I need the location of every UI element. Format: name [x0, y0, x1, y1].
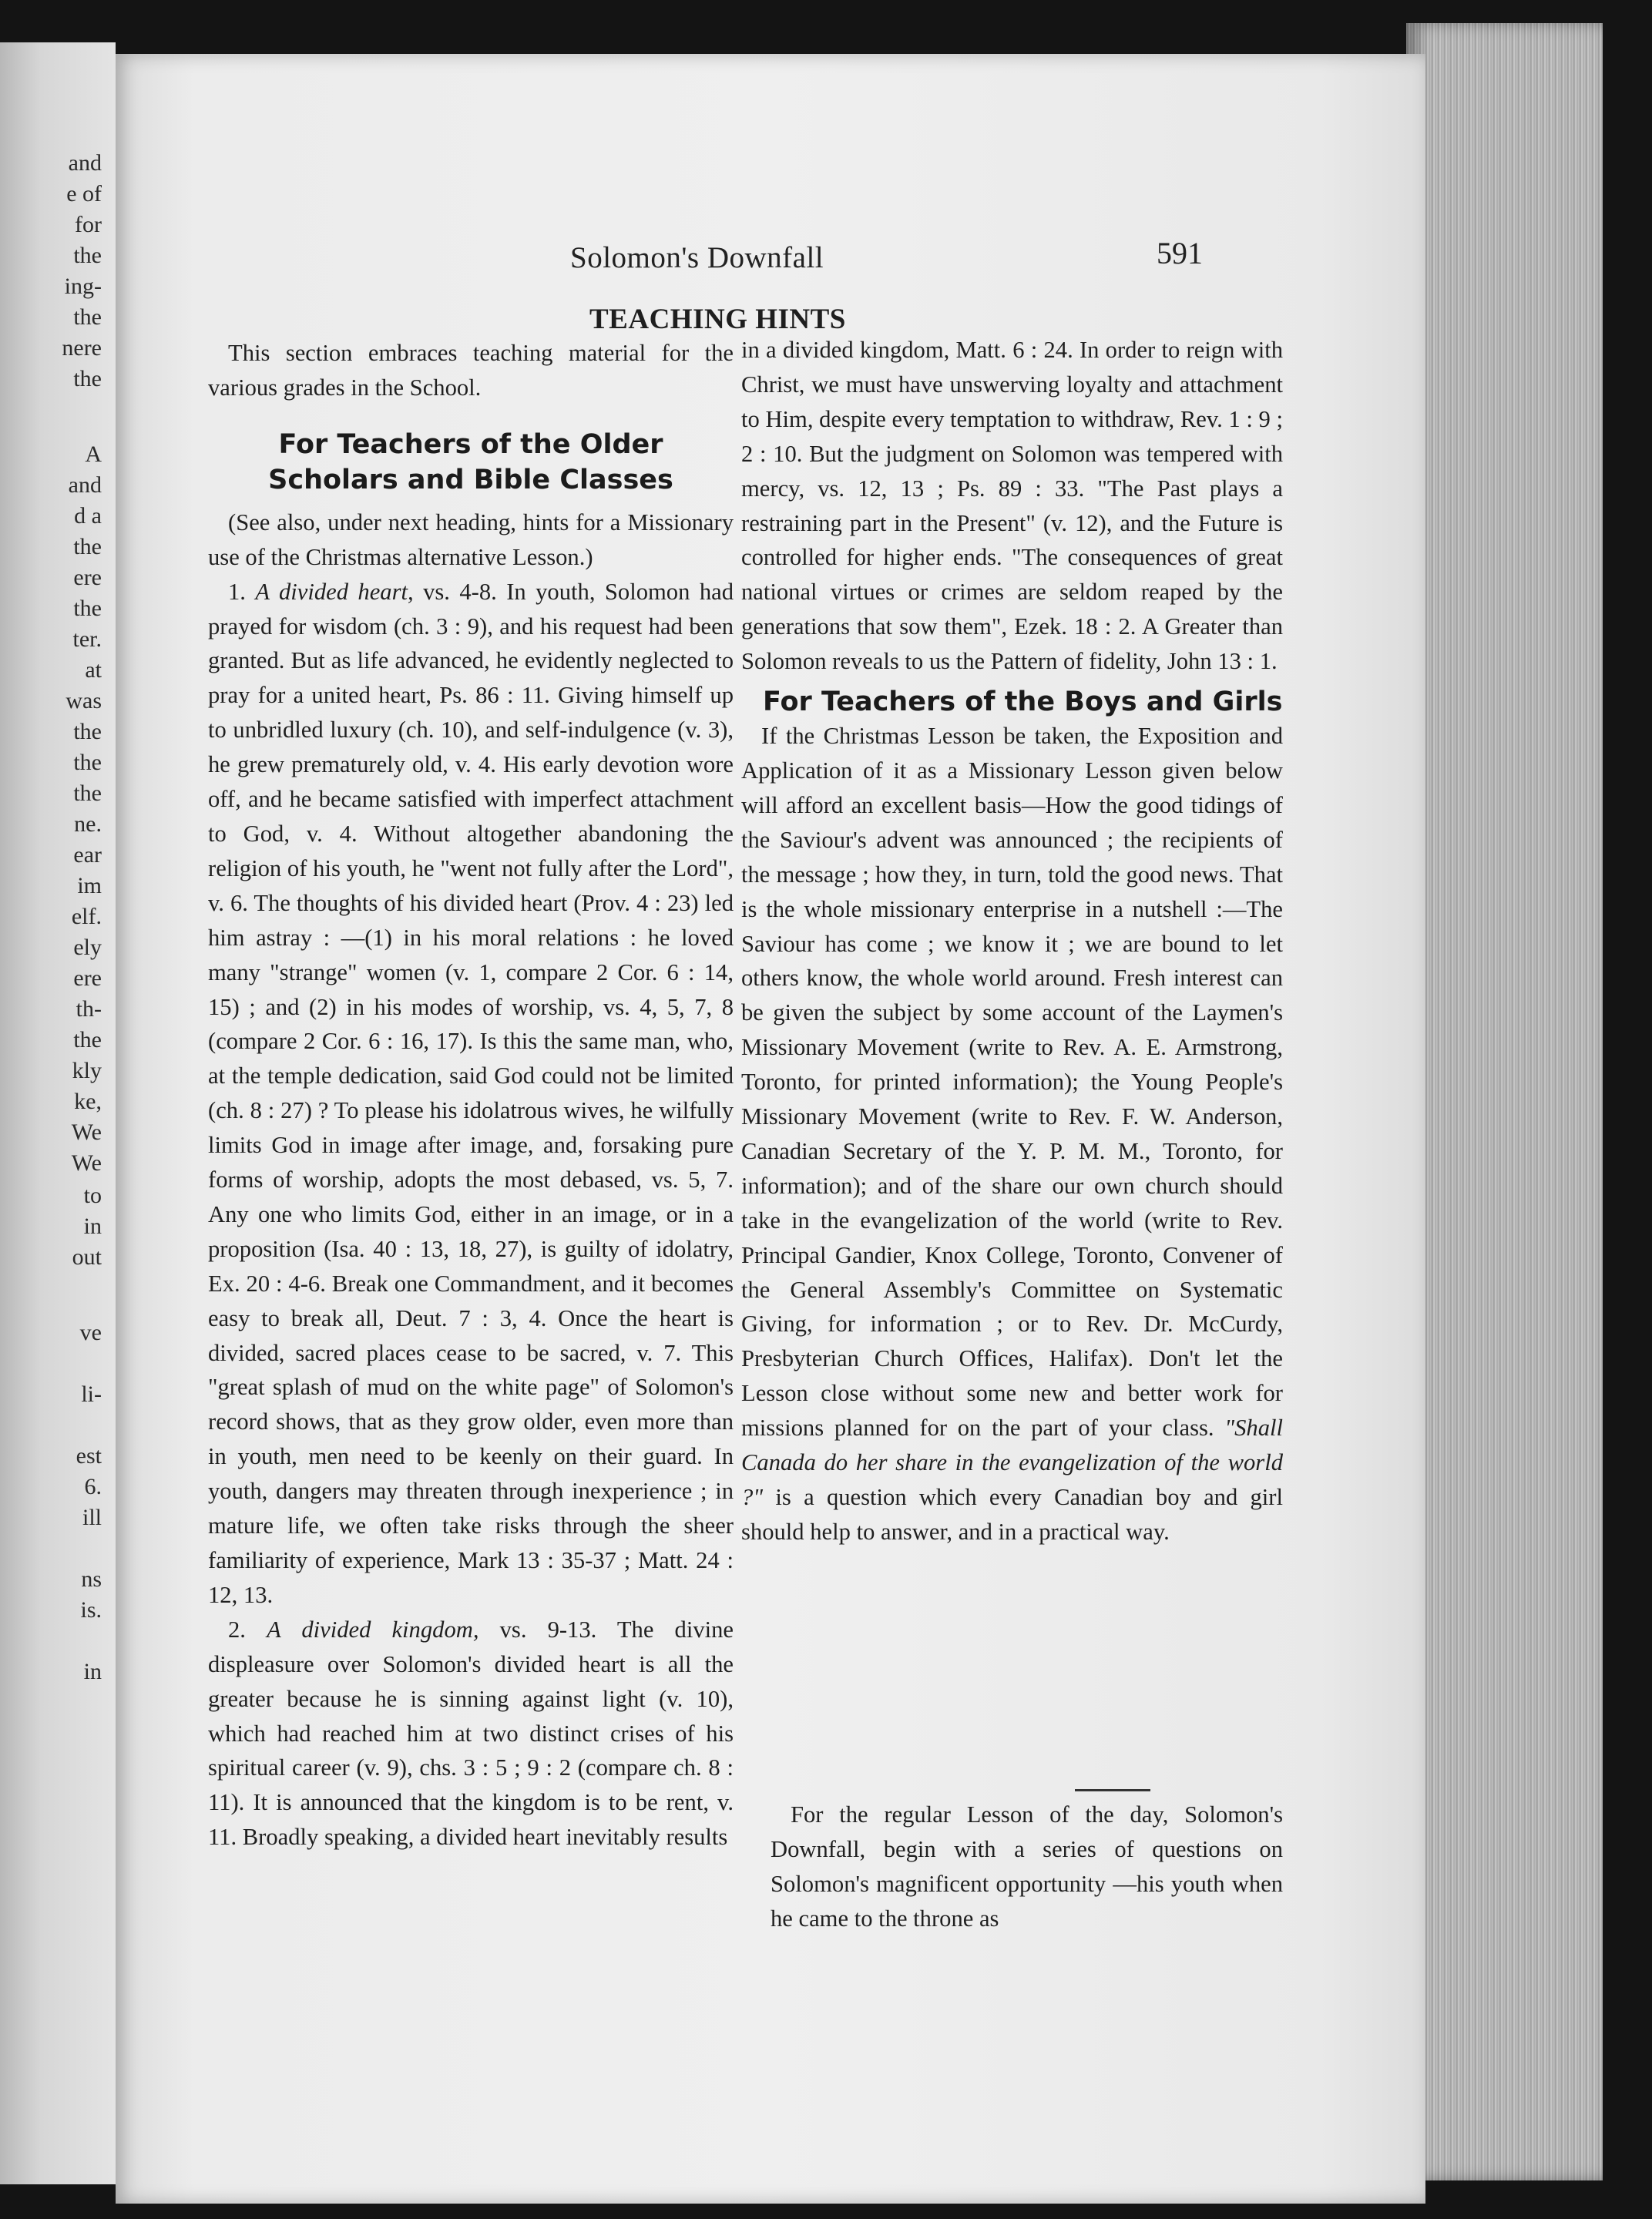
page-number: 591 — [1157, 236, 1203, 270]
facing-page-fragment: ere — [73, 565, 102, 590]
facing-page-fragment: ere — [73, 965, 102, 991]
facing-page-text-fragments — [0, 135, 108, 2200]
heading-older-scholars: For Teachers of the Older Scholars and Bible Classes — [268, 428, 673, 495]
facing-page-fragment: ne. — [74, 811, 102, 837]
facing-page-fragment: ter. — [72, 626, 102, 652]
regular-lesson-paragraph: For the regular Lesson of the day, Solomon's Downfall, begin with a series of questions on Solomon's magnificent opportunity —his youth when he came to the throne as — [771, 1801, 1283, 1932]
point-1-title: A divided heart, — [255, 578, 414, 605]
left-column — [208, 336, 734, 1855]
point-1-paragraph — [208, 575, 734, 1613]
facing-page-fragment: in — [83, 1659, 102, 1684]
point-2-text: vs. 9-13. The divine displeasure over Solomon's divided heart is all the greater because he is sinning against light (v. 10), which had reached him at two distinct crises of his spiritual career (v. 9), chs. 3 : 5 ; 9 : 2 (compare ch. 8 : 11). It is announced that the kingdom is to be rent, v. 11. Broadly speaking, a divided heart inevitably results — [208, 1616, 734, 1851]
facing-page-fragment: im — [77, 873, 102, 898]
section-title: TEACHING HINTS — [589, 304, 846, 335]
facing-page-fragment: for — [75, 212, 102, 237]
facing-page-fragment: the — [73, 304, 102, 330]
point-2-paragraph — [208, 1613, 734, 1855]
facing-page-fragment: the — [73, 781, 102, 806]
facing-page-fragment: est — [76, 1443, 102, 1469]
facing-page-fragment: A — [85, 441, 102, 467]
boys-girls-text-end: is a question which every Canadian boy and girl should help to answer, and in a practical way. — [741, 1484, 1283, 1545]
facing-page — [0, 42, 116, 2184]
book-fore-edge — [1406, 23, 1603, 2180]
facing-page-fragment: ely — [73, 935, 102, 960]
facing-page-fragment: the — [73, 596, 102, 621]
facing-page-fragment: out — [72, 1244, 102, 1270]
section-divider — [1075, 1789, 1150, 1791]
facing-page-fragment: e of — [66, 181, 102, 206]
older-note: (See also, under next heading, hints for a Missionary use of the Christmas alternative Lesson.) — [208, 509, 734, 570]
facing-page-fragment: the — [73, 534, 102, 559]
point-2-continuation: in a divided kingdom, Matt. 6 : 24. In order to reign with Christ, we must have unswerving loyalty and attachment to Him, despite every temptation to withdraw, Rev. 1 : 9 ; 2 : 10. But the judgment on Solomon was tempered with mercy, vs. 12, 13 ; Ps. 89 : 33. "The Past plays a restraining part in the Present" (v. 12), and the Future is controlled for higher ends. "The consequences of great national virtues or crimes are seldom reaped by the generations that sow them", Ezek. 18 : 2. A Greater than Solomon reveals to us the Pattern of fidelity, John 13 : 1. — [741, 337, 1283, 675]
facing-page-fragment: ns — [81, 1566, 102, 1592]
facing-page-fragment: ing- — [64, 274, 102, 299]
point-1-number: 1. — [228, 578, 246, 605]
boys-girls-paragraph — [741, 719, 1283, 1549]
facing-page-fragment: nere — [62, 335, 102, 361]
right-column — [741, 333, 1283, 1781]
facing-page-fragment: ve — [79, 1320, 102, 1345]
facing-page-fragment: 6. — [84, 1474, 102, 1499]
facing-page-fragment: and — [68, 472, 102, 498]
facing-page-fragment: li- — [81, 1381, 102, 1407]
facing-page-fragment: elf. — [71, 904, 102, 929]
facing-page-fragment: the — [73, 366, 102, 391]
intro-paragraph: This section embraces teaching material for the various grades in the School. — [208, 340, 734, 401]
running-head: Solomon's Downfall — [570, 241, 824, 274]
point-2-number: 2. — [228, 1616, 246, 1643]
facing-page-fragment: to — [83, 1183, 102, 1208]
boys-girls-text: If the Christmas Lesson be taken, the Exposition and Application of it as a Missionary Lesson given below will afford an excellent basis—How the good tidings of the Saviour's advent was announced ; the recipients of the message ; how they, in turn, told the good news. That is the whole missionary enterprise in a nutshell :—The Saviour has come ; we know it ; we are bound to let others know, the whole world around. Fresh interest can be given the subject by some account of the Laymen's Missionary Movement (write to Rev. A. E. Armstrong, Toronto, for printed information); the Young People's Missionary Movement (write to Rev. F. W. Anderson, Canadian Secretary of the Y. P. M. M., Toronto, for information); and of the share our own church should take in the evangelization of the world (write to Rev. Principal Gandier, Knox College, Toronto, Convener of the General Assembly's Committee on Systematic Giving, for information ; or to Rev. Dr. McCurdy, Presbyterian Church Offices, Halifax). Don't let the Lesson close without some new and better work for missions planned for on the part of your class. — [741, 723, 1283, 1442]
facing-page-fragment: ke, — [74, 1089, 102, 1114]
facing-page-fragment: at — [85, 657, 102, 683]
facing-page-fragment: in — [83, 1214, 102, 1239]
facing-page-fragment: the — [73, 1027, 102, 1052]
facing-page-fragment: is. — [80, 1597, 102, 1623]
facing-page-fragment: the — [73, 243, 102, 268]
bottom-right-block — [771, 1798, 1283, 1936]
facing-page-fragment: ill — [82, 1505, 102, 1530]
boys-girls-quote: "Shall Canada do her share in the evangelization of the world ?" — [741, 1415, 1283, 1510]
facing-page-fragment: We — [71, 1120, 102, 1145]
facing-page-fragment: d a — [74, 503, 102, 529]
facing-page-fragment: We — [71, 1150, 102, 1176]
facing-page-fragment: the — [73, 719, 102, 744]
facing-page-fragment: kly — [72, 1058, 102, 1083]
facing-page-fragment: ear — [73, 842, 102, 868]
facing-page-fragment: the — [73, 750, 102, 775]
right-column-flow — [741, 333, 1283, 1549]
point-1-text: vs. 4-8. In youth, Solomon had prayed for wisdom (ch. 3 : 9), and his request had been granted. But as life advanced, he evidently neglected to pray for a united heart, Ps. 86 : 11. Giving himself up to unbridled luxury (ch. 10), and self-indulgence (v. 3), he grew prematurely old, v. 4. His early devotion wore off, and he became satisfied with imperfect attachment to God, v. 4. Without altogether abandoning the religion of his youth, he "went not fully after the Lord", v. 6. The thoughts of his divided heart (Prov. 4 : 23) led him astray : —(1) in his moral relations : he loved many "strange" women (v. 1, compare 2 Cor. 6 : 14, 15) ; and (2) in his modes of worship, vs. 4, 5, 7, 8 (compare 2 Cor. 6 : 16, 17). Is this the same man, who, at the temple dedication, said God could not be limited (ch. 8 : 27) ? To please his idolatrous wives, he wilfully limits God in image after image, and, forsaking pure forms of worship, adopts the most debased, vs. 5, 7. Any one who limits God, either in an image, or in a proposition (Isa. 40 : 13, 18, 27), is guilty of idolatry, Ex. 20 : 4-6. Break one Commandment, and it becomes easy to break all, Deut. 7 : 3, 4. Once the heart is divided, sacred places cease to be sacred, v. 7. This "great splash of mud on the white page" of Solomon's record shows, that as they grow older, even more than in youth, men need to be keenly on their guard. In youth, dangers may threaten through inexperience ; in mature life, we often take risks through the sheer familiarity of experience, Mark 13 : 35-37 ; Matt. 24 : 12, 13. — [208, 578, 734, 1608]
facing-page-fragment: was — [65, 688, 102, 713]
facing-page-fragment: th- — [76, 996, 102, 1022]
heading-boys-and-girls: For Teachers of the Boys and Girls — [763, 687, 1283, 718]
point-2-title: A divided kingdom, — [267, 1616, 479, 1643]
facing-page-fragment: and — [68, 150, 102, 176]
